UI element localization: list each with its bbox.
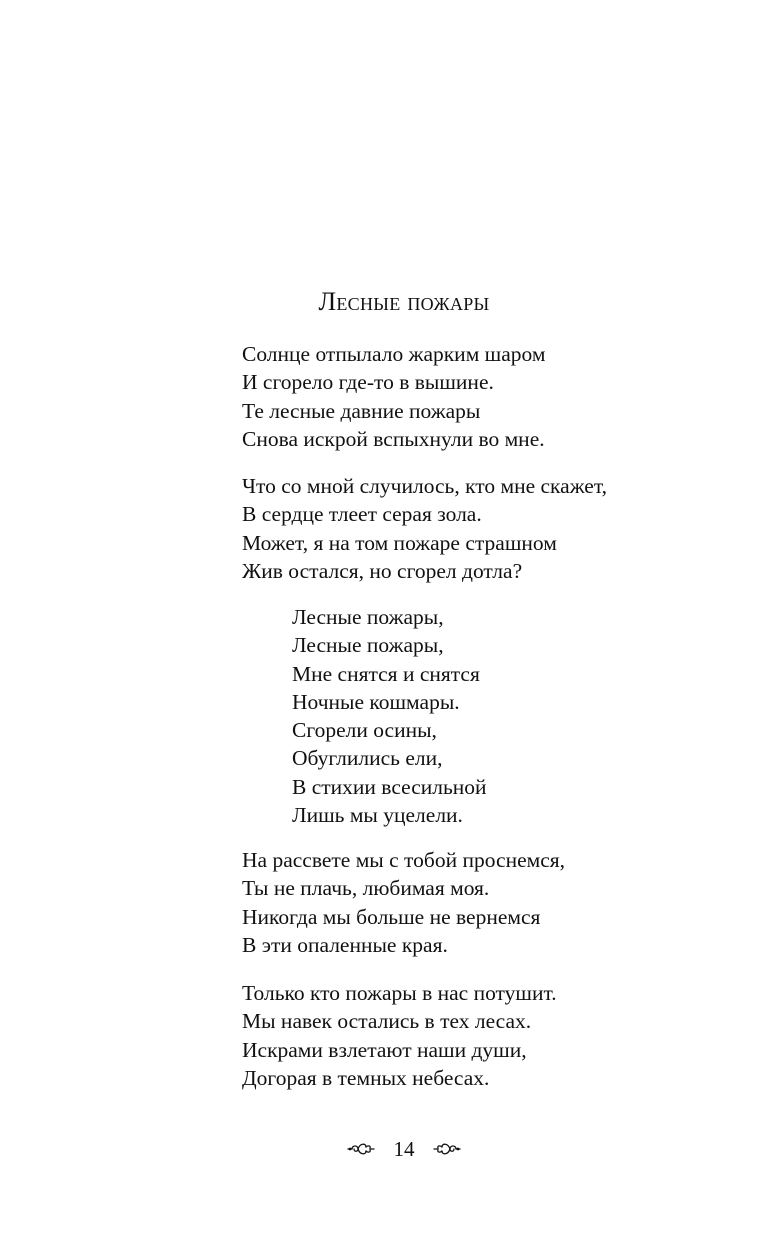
poem-line: Может, я на том пожаре страшном xyxy=(242,530,557,555)
poem-line: Снова искрой вспыхнули во мне. xyxy=(242,426,545,451)
poem-line: В эти опаленные края. xyxy=(242,932,448,957)
stanza-5 xyxy=(242,979,557,1092)
poem-line: Искрами взлетают наши души, xyxy=(242,1037,527,1062)
poem-line: Только кто пожары в нас потушит. xyxy=(242,981,557,1005)
poem-line: И сгорело где-то в вышине. xyxy=(242,370,494,395)
poem-line: Солнце отпылало жарким шаром xyxy=(242,342,546,366)
poem-line: Лесные пожары, xyxy=(292,605,444,629)
poem-line: Никогда мы больше не вернемся xyxy=(242,904,541,929)
poem-line: Те лесные давние пожары xyxy=(242,398,481,423)
poem-line: Жив остался, но сгорел дотла? xyxy=(242,558,523,583)
poem-line: Мы навек остались в тех лесах. xyxy=(242,1009,532,1034)
poem-line: Что со мной случилось, кто мне скажет, xyxy=(242,474,607,498)
page-number: 14 xyxy=(393,1137,415,1162)
stanza-4 xyxy=(242,846,565,959)
poem-line: На рассвете мы с тобой проснемся, xyxy=(242,848,566,872)
stanza-1 xyxy=(242,340,545,453)
poem-line: В сердце тлеет серая зола. xyxy=(242,502,482,527)
poem-line: Лесные пожары, xyxy=(292,633,444,658)
page-footer xyxy=(0,1132,768,1164)
flourish-ornament-icon xyxy=(432,1139,462,1159)
poem-line: Догорая в темных небесах. xyxy=(242,1065,490,1090)
poem-title: Лесные пожары xyxy=(318,287,490,316)
stanza-3-refrain xyxy=(292,603,487,829)
poem-line: Мне снятся и снятся xyxy=(292,661,480,686)
poem-line: Сгорели осины, xyxy=(292,718,437,743)
poem-line: Ночные кошмары. xyxy=(292,689,460,714)
poem-line: Ты не плачь, любимая моя. xyxy=(242,876,490,901)
poem-line: В стихии всесильной xyxy=(292,774,487,799)
flourish-ornament-icon xyxy=(346,1139,376,1159)
poem-line: Лишь мы уцелели. xyxy=(292,803,463,828)
stanza-2 xyxy=(242,472,607,585)
poem-line: Обуглились ели, xyxy=(292,746,443,771)
